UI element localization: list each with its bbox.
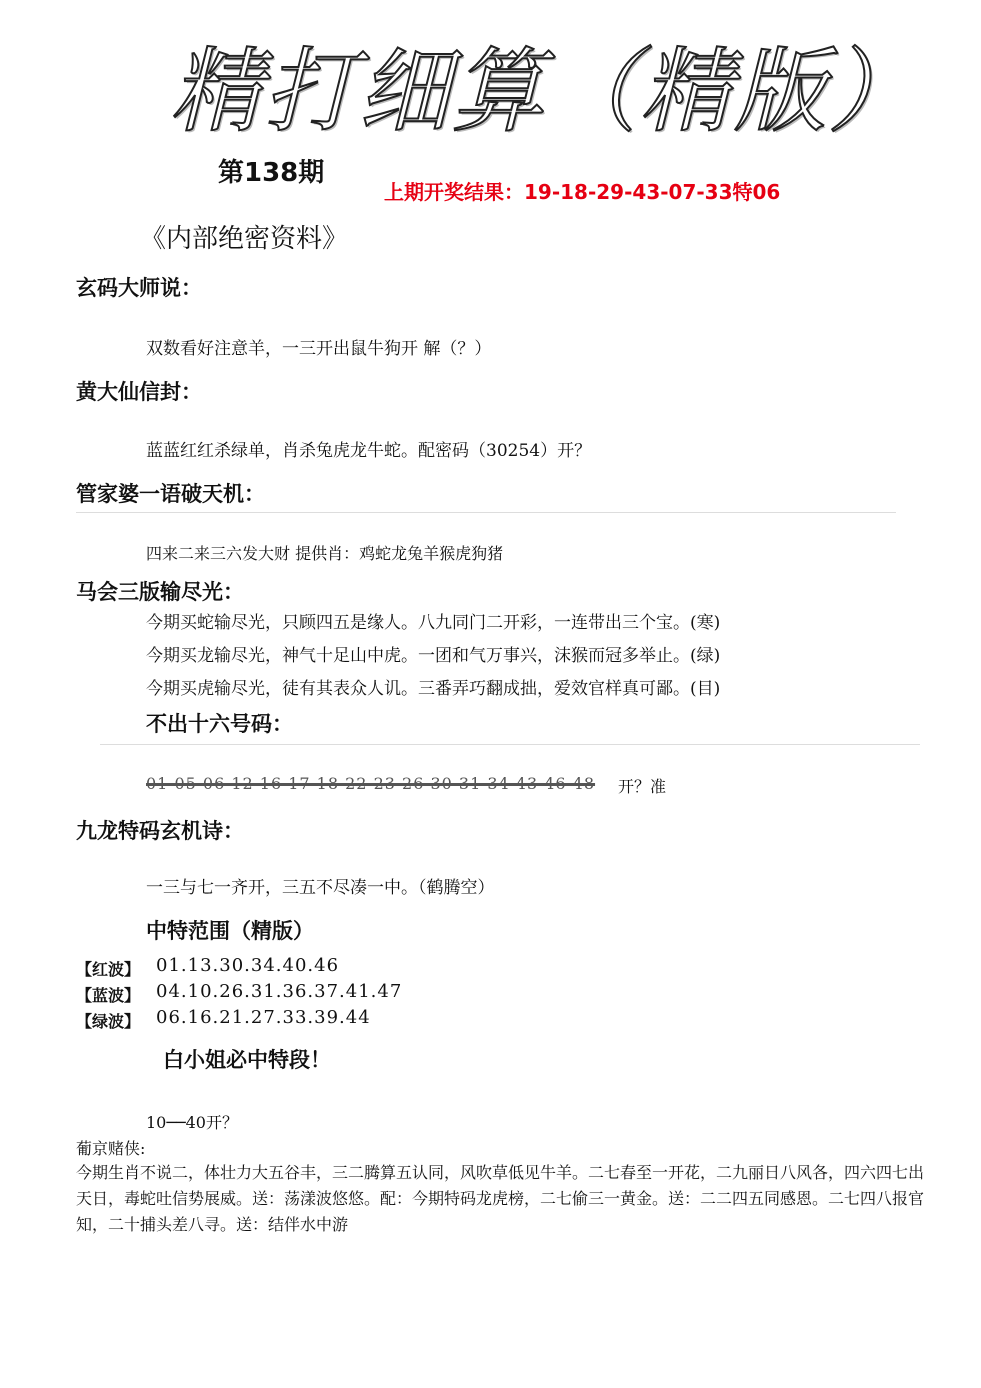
last-draw-result: 上期开奖结果：19-18-29-43-07-33特06 [384, 180, 781, 204]
section-heading-pujing: 葡京赌侠: [76, 1139, 146, 1158]
section-text-xuanma: 双数看好注意羊，一三开出鼠牛狗开 解（？） [146, 339, 492, 359]
wave-numbers-blue: 04.10.26.31.36.37.41.47 [156, 981, 403, 1002]
issue-number: 第138期 [218, 158, 325, 188]
section-line-mahui-3: 今期买虎输尽光，徒有其表众人讥。三番弄巧翻成拙，爱效官样真可鄙。(目) [146, 679, 721, 699]
divider [100, 744, 920, 745]
wave-label-red: 【红波】 [76, 960, 141, 979]
section-text-pujing: 今期生肖不说二，体壮力大五谷丰，三二腾算五认同，风吹草低见牛羊。二七春至一开花，二九丽日八风各，四六四七出天日，毒蛇吐信势展威。送：荡漾波悠悠。配：今期特码龙虎榜，二七偷三一黄金。送：二二四五同感恩。二七四八报官知，二十捕头差八寻。送：结伴水中游 [76, 1163, 925, 1234]
section-text-guanjia: 四来二来三六发大财 提供肖：鸡蛇龙兔羊猴虎狗猪 [146, 544, 504, 563]
wave-numbers-red: 01.13.30.34.40.46 [156, 955, 340, 976]
section-heading-xuanma: 玄码大师说： [76, 275, 202, 300]
wave-numbers-green: 06.16.21.27.33.39.44 [156, 1007, 371, 1028]
divider [76, 512, 896, 513]
section-text-bai: 10──40开？ [146, 1113, 238, 1132]
wave-label-blue: 【蓝波】 [76, 986, 141, 1005]
excluded-numbers-note: 开？准 [618, 777, 667, 796]
section-heading-range: 中特范围（精版） [146, 918, 314, 943]
section-heading-buchu: 不出十六号码： [146, 711, 293, 736]
section-text-jiulong: 一三与七一齐开，三五不尽凑一中。（鹤腾空） [146, 878, 495, 898]
section-line-mahui-1: 今期买蛇输尽光，只顾四五是缘人。八九同门二开彩，一连带出三个宝。(寒) [146, 613, 721, 633]
wave-label-green: 【绿波】 [76, 1012, 141, 1031]
section-heading-huang: 黄大仙信封： [76, 379, 202, 404]
section-heading-bai: 白小姐必中特段！ [163, 1047, 331, 1072]
page-title: 精打细算（精版） [170, 38, 923, 145]
section-text-huang: 蓝蓝红红杀绿单，肖杀兔虎龙牛蛇。配密码（30254）开？ [146, 441, 592, 461]
document-subtitle: 《内部绝密资料》 [140, 224, 349, 254]
section-heading-jiulong: 九龙特码玄机诗： [76, 818, 244, 843]
section-heading-mahui: 马会三版输尽光： [76, 579, 244, 604]
excluded-numbers: 01 05 06 12 16 17 18 22 23 26 30 31 34 43 46 48 [146, 774, 596, 793]
section-line-mahui-2: 今期买龙输尽光，神气十足山中虎。一团和气万事兴，沫猴而冠多举止。(绿) [146, 646, 721, 666]
section-heading-guanjia: 管家婆一语破天机： [76, 481, 265, 506]
